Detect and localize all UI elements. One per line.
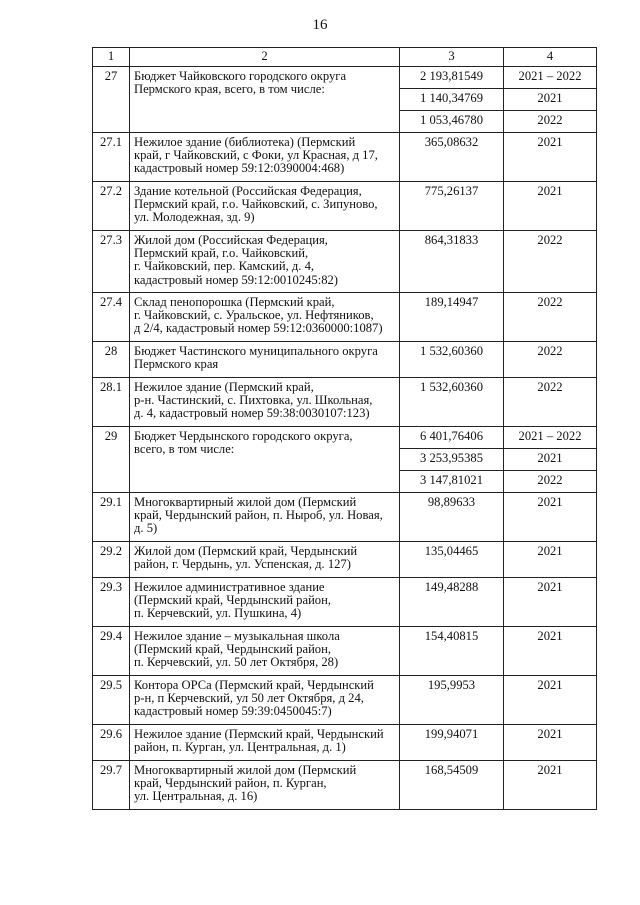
table-row — [93, 182, 597, 231]
row-number: 29.1 — [93, 493, 130, 542]
table-row — [93, 378, 597, 427]
row-name: Здание котельной (Российская Федерация, Пермский край, г.о. Чайковский, с. Зипуново, ул. Молодежная, зд. 9) — [130, 182, 400, 231]
row-name: Склад пенопорошка (Пермский край, г. Чайковский, с. Уральское, ул. Нефтяников, д 2/4, кадастровый номер 59:12:0360000:1087) — [130, 293, 400, 342]
row-name: Жилой дом (Российская Федерация, Пермский край, г.о. Чайковский, г. Чайковский, пер. Камский, д. 4, кадастровый номер 59:12:0010245:82) — [130, 231, 400, 293]
row-year: 2022 — [504, 111, 597, 133]
row-name: Бюджет Частинского муниципального округа Пермского края — [130, 342, 400, 378]
row-amount: 365,08632 — [400, 133, 504, 182]
objects-table — [92, 47, 597, 810]
row-number: 27.3 — [93, 231, 130, 293]
row-number: 28 — [93, 342, 130, 378]
row-amount: 775,26137 — [400, 182, 504, 231]
table-row — [93, 578, 597, 627]
row-year: 2021 — [504, 89, 597, 111]
row-number: 29.4 — [93, 627, 130, 676]
row-name: Нежилое здание (Пермский край, р-н. Частинский, с. Пихтовка, ул. Школьная, д. 4, кадастровый номер 59:38:0030107:123) — [130, 378, 400, 427]
row-year: 2021 — [504, 493, 597, 542]
row-amount: 98,89633 — [400, 493, 504, 542]
row-amount: 149,48288 — [400, 578, 504, 627]
header-col-3: 3 — [400, 48, 504, 67]
row-amount: 2 193,81549 — [400, 67, 504, 89]
row-year: 2021 — [504, 542, 597, 578]
row-name: Жилой дом (Пермский край, Чердынский район, г. Чердынь, ул. Успенская, д. 127) — [130, 542, 400, 578]
row-year: 2022 — [504, 378, 597, 427]
row-year: 2021 — [504, 725, 597, 761]
table-row — [93, 676, 597, 725]
row-year: 2021 — [504, 676, 597, 725]
row-amount: 3 253,95385 — [400, 449, 504, 471]
row-amount: 6 401,76406 — [400, 427, 504, 449]
table-row — [93, 761, 597, 810]
row-amount: 135,04465 — [400, 542, 504, 578]
row-name: Нежилое здание – музыкальная школа (Пермский край, Чердынский район, п. Керчевский, ул. 50 лет Октября, 28) — [130, 627, 400, 676]
row-year: 2022 — [504, 231, 597, 293]
table-row — [93, 342, 597, 378]
row-number: 29.6 — [93, 725, 130, 761]
table-row — [93, 231, 597, 293]
row-number: 29.5 — [93, 676, 130, 725]
row-year: 2022 — [504, 293, 597, 342]
row-amount: 1 532,60360 — [400, 378, 504, 427]
header-col-1: 1 — [93, 48, 130, 67]
table-row — [93, 725, 597, 761]
row-name: Нежилое административное здание (Пермский край, Чердынский район, п. Керчевский, ул. Пушкина, 4) — [130, 578, 400, 627]
row-name: Многоквартирный жилой дом (Пермский край, Чердынский район, п. Ныроб, ул. Новая, д. 5) — [130, 493, 400, 542]
table-row — [93, 542, 597, 578]
page-number: 16 — [312, 17, 328, 33]
row-year: 2021 — [504, 133, 597, 182]
row-year: 2021 — [504, 449, 597, 471]
row-year: 2021 — [504, 182, 597, 231]
table-row — [93, 133, 597, 182]
row-year: 2022 — [504, 342, 597, 378]
row-number: 29.3 — [93, 578, 130, 627]
table-row — [93, 293, 597, 342]
row-year: 2021 — [504, 761, 597, 810]
table-row — [93, 493, 597, 542]
table-header-row — [93, 48, 597, 67]
row-amount: 154,40815 — [400, 627, 504, 676]
row-amount: 168,54509 — [400, 761, 504, 810]
row-year: 2021 — [504, 627, 597, 676]
row-name: Бюджет Чердынского городского округа, всего, в том числе: — [130, 427, 400, 493]
row-amount: 195,9953 — [400, 676, 504, 725]
row-number: 29.7 — [93, 761, 130, 810]
row-amount: 1 140,34769 — [400, 89, 504, 111]
row-name: Нежилое здание (Пермский край, Чердынский район, п. Курган, ул. Центральная, д. 1) — [130, 725, 400, 761]
row-amount: 1 532,60360 — [400, 342, 504, 378]
row-number: 27.1 — [93, 133, 130, 182]
row-number: 29 — [93, 427, 130, 493]
table-row — [93, 427, 597, 449]
row-amount: 199,94071 — [400, 725, 504, 761]
header-col-4: 4 — [504, 48, 597, 67]
row-amount: 864,31833 — [400, 231, 504, 293]
row-year: 2021 – 2022 — [504, 427, 597, 449]
row-year: 2021 — [504, 578, 597, 627]
row-number: 28.1 — [93, 378, 130, 427]
table-row — [93, 627, 597, 676]
row-number: 29.2 — [93, 542, 130, 578]
row-number: 27 — [93, 67, 130, 133]
row-name: Нежилое здание (библиотека) (Пермский край, г Чайковский, с Фоки, ул Красная, д 17, кадастровый номер 59:12:0390004:468) — [130, 133, 400, 182]
row-number: 27.4 — [93, 293, 130, 342]
row-amount: 3 147,81021 — [400, 471, 504, 493]
row-year: 2021 – 2022 — [504, 67, 597, 89]
row-name: Бюджет Чайковского городского округа Пермского края, всего, в том числе: — [130, 67, 400, 133]
header-col-2: 2 — [130, 48, 400, 67]
row-amount: 189,14947 — [400, 293, 504, 342]
table-row — [93, 67, 597, 89]
row-name: Многоквартирный жилой дом (Пермский край, Чердынский район, п. Курган, ул. Центральная, д. 16) — [130, 761, 400, 810]
row-amount: 1 053,46780 — [400, 111, 504, 133]
row-name: Контора ОРСа (Пермский край, Чердынский р-н, п Керчевский, ул 50 лет Октября, д 24, кадастровый номер 59:39:0450045:7) — [130, 676, 400, 725]
row-year: 2022 — [504, 471, 597, 493]
row-number: 27.2 — [93, 182, 130, 231]
